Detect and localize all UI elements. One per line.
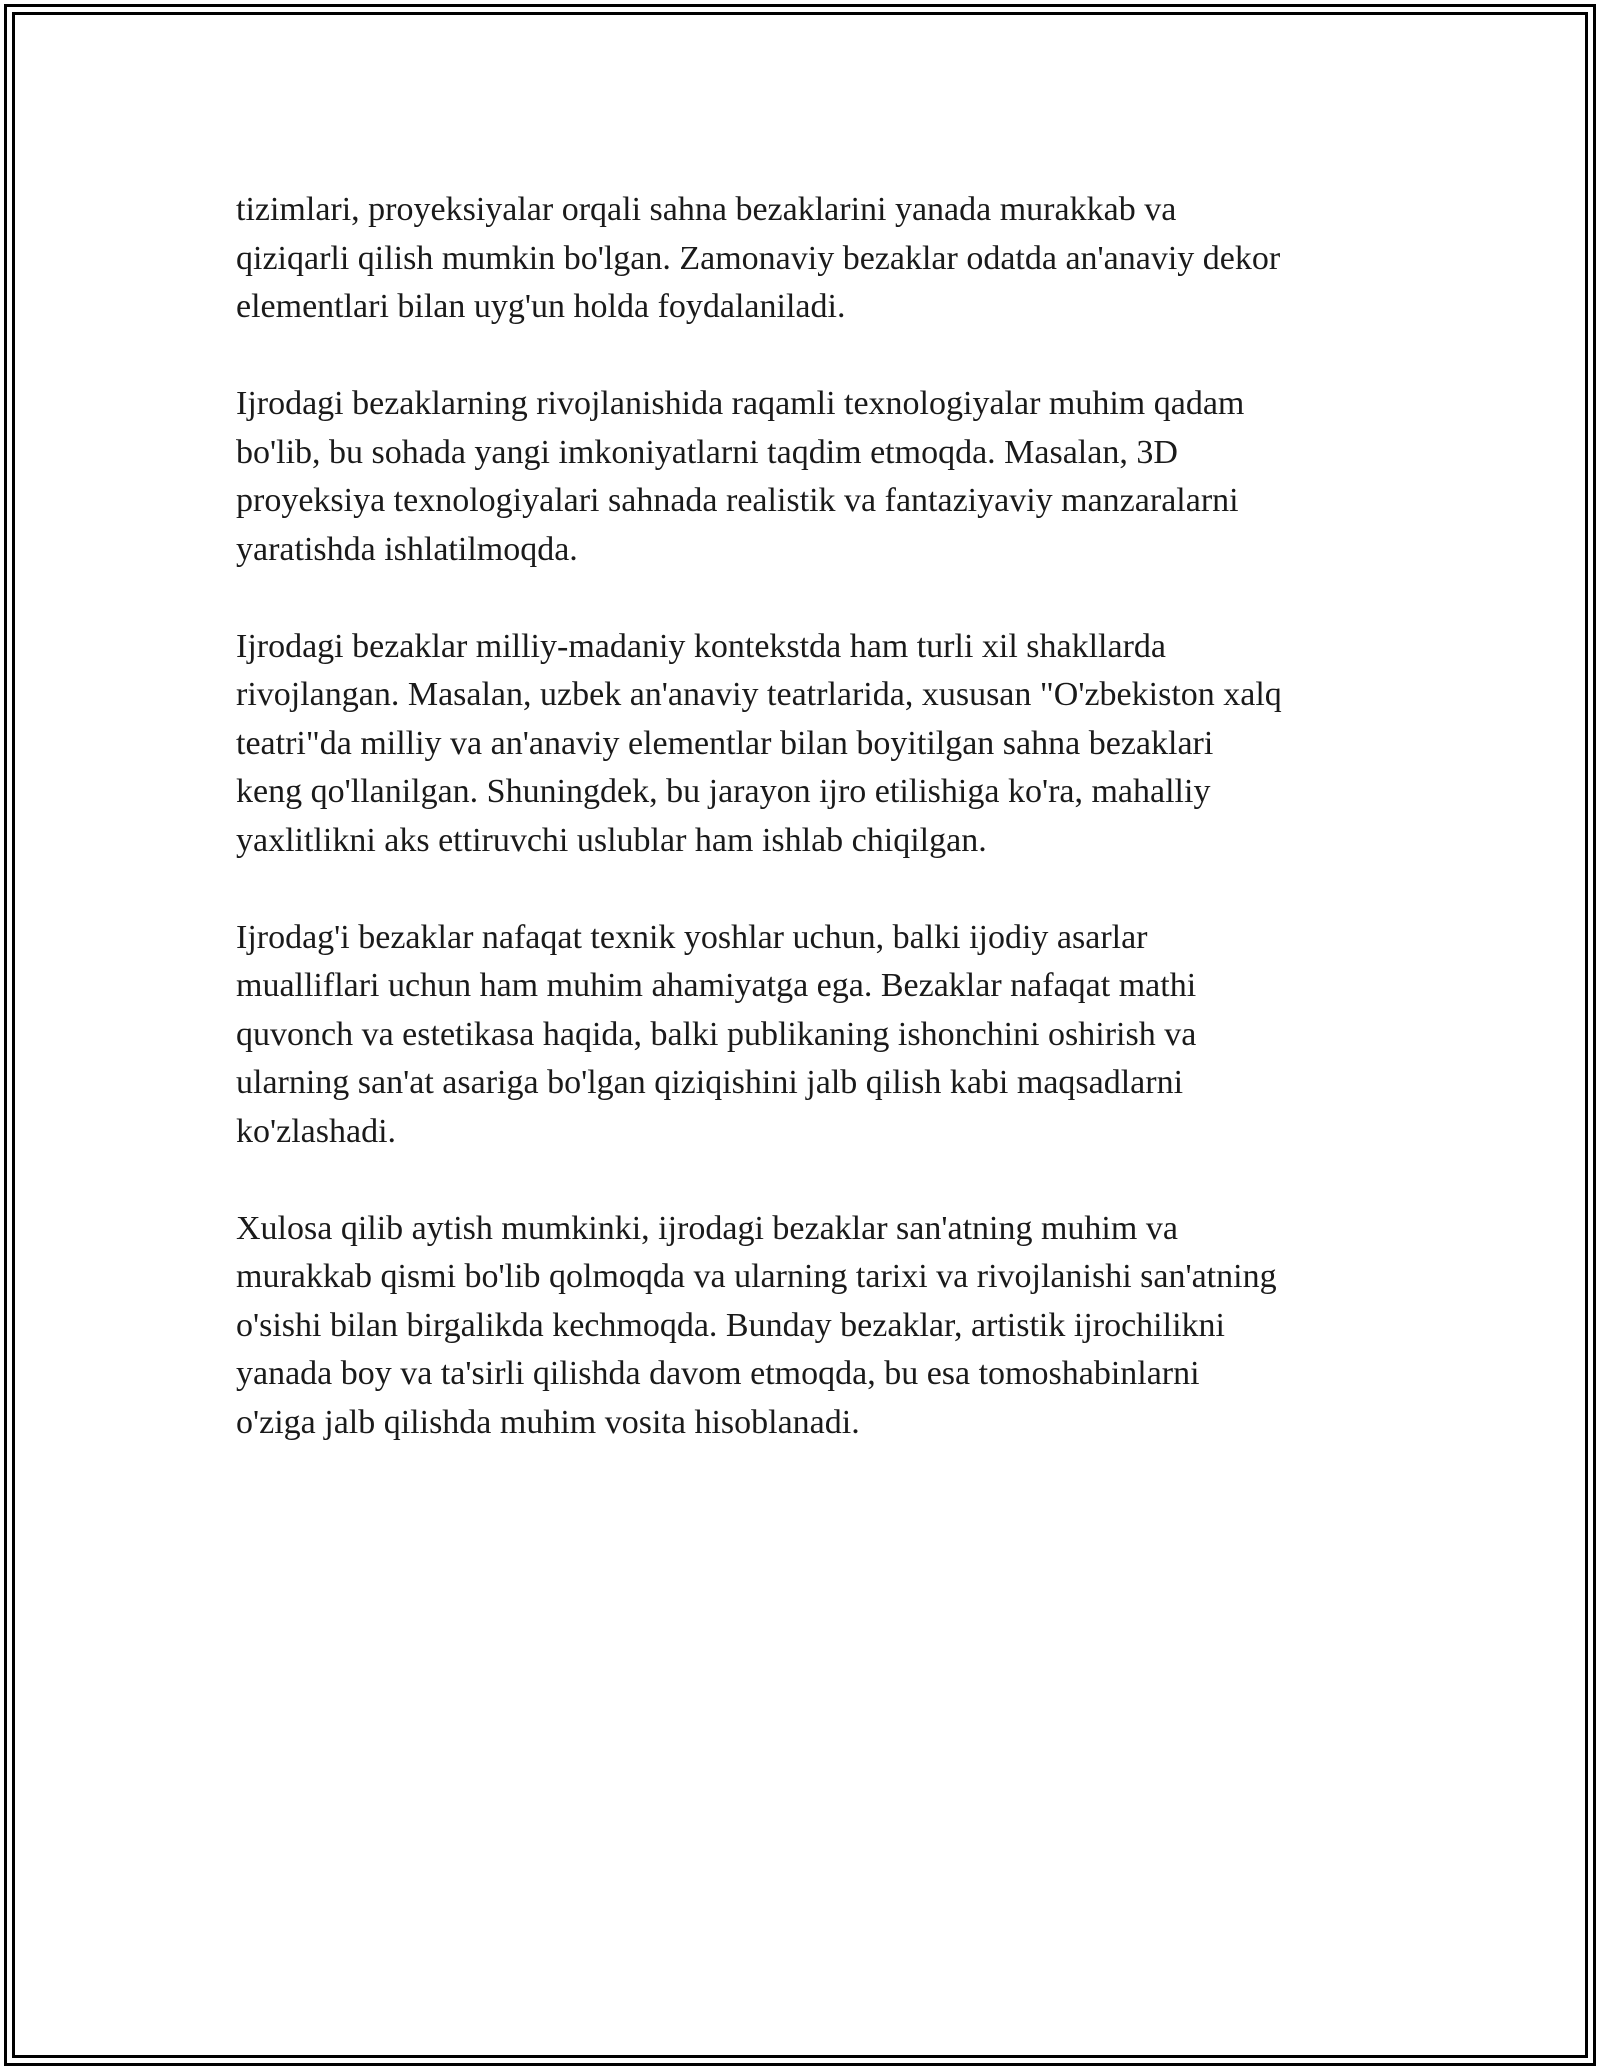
text-line: Ijrodagi bezaklar milliy-madaniy kontekstda ham turli xil shakllarda [236, 627, 1167, 665]
text-line: bo'lib, bu sohada yangi imkoniyatlarni taqdim etmoqda. Masalan, 3D [236, 433, 1178, 471]
text-line: mualliflari uchun ham muhim ahamiyatga ega. Bezaklar nafaqat mathi [236, 967, 1197, 1004]
text-line: rivojlangan. Masalan, uzbek an'anaviy teatrlarida, xususan "O'zbekiston xalq [236, 676, 1282, 713]
text-line: keng qo'llanilgan. Shuningdek, bu jarayon ijro etilishiga ko'ra, mahalliy [236, 773, 1211, 810]
text-line: teatri"da milliy va an'anaviy elementlar bilan boyitilgan sahna bezaklari [236, 724, 1214, 762]
text-line: Xulosa qilib aytish mumkinki, ijrodagi bezaklar san'atning muhim va [236, 1209, 1178, 1247]
text-line: Ijrodagi bezaklarning rivojlanishida raqamli texnologiyalar muhim qadam [236, 385, 1245, 422]
text-line: o'sishi bilan birgalikda kechmoqda. Bunday bezaklar, artistik ijrochilikni [236, 1306, 1225, 1344]
text-line: Ijrodag'i bezaklar nafaqat texnik yoshlar uchun, balki ijodiy asarlar [236, 918, 1148, 956]
document-body [236, 186, 1386, 1496]
text-line: o'ziga jalb qilishda muhim vosita hisoblanadi. [236, 1403, 860, 1441]
text-line: murakkab qismi bo'lib qolmoqda va ularning tarixi va rivojlanishi san'atning [236, 1258, 1277, 1295]
paragraph [236, 623, 1386, 866]
paragraph [236, 1205, 1386, 1448]
text-line: elementlari bilan uyg'un holda foydalaniladi. [236, 288, 846, 325]
paragraph [236, 380, 1386, 574]
text-line: yanada boy va ta'sirli qilishda davom etmoqda, bu esa tomoshabinlarni [236, 1355, 1200, 1392]
text-line: proyeksiya texnologiyalari sahnada realistik va fantaziyaviy manzaralarni [236, 482, 1239, 519]
paragraph [236, 914, 1386, 1157]
text-line: tizimlari, proyeksiyalar orqali sahna bezaklarini yanada murakkab va [236, 191, 1177, 228]
text-line: quvonch va estetikasa haqida, balki publikaning ishonchini oshirish va [236, 1015, 1197, 1053]
text-line: ularning san'at asariga bo'lgan qiziqishini jalb qilish kabi maqsadlarni [236, 1064, 1184, 1101]
paragraph [236, 186, 1386, 332]
text-line: qiziqarli qilish mumkin bo'lgan. Zamonaviy bezaklar odatda an'anaviy dekor [236, 239, 1281, 277]
text-line: yaratishda ishlatilmoqda. [236, 530, 578, 568]
text-line: yaxlitlikni aks ettiruvchi uslublar ham ishlab chiqilgan. [236, 821, 987, 859]
text-line: ko'zlashadi. [236, 1112, 397, 1150]
